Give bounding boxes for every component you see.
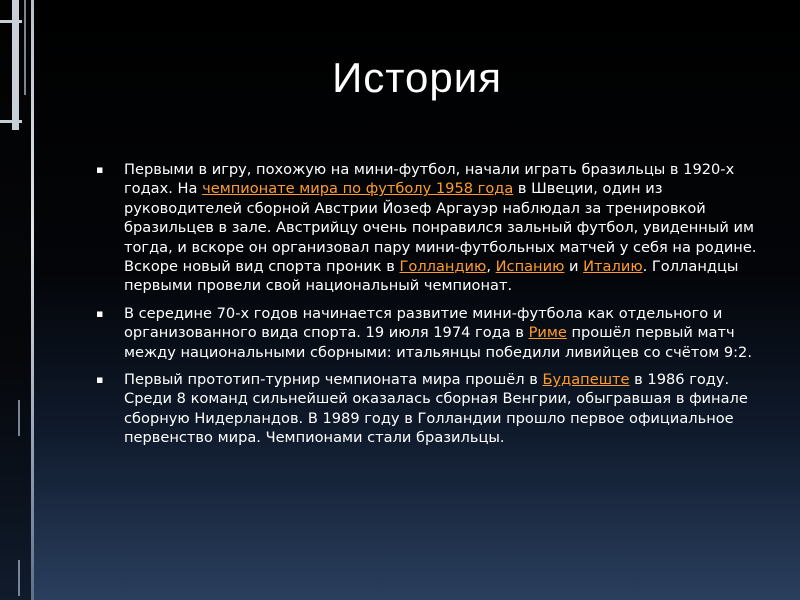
decoration-bar [12, 0, 19, 130]
left-decoration [0, 0, 34, 600]
paragraph-text: в Швеции, один из руководителей сборной Австрии Йозеф Аргауэр наблюдал за тренировкой бразильцев в зале. Австрийцу очень понравился зальный футбол, увиденный им тогда, и вскоре он организовал пару мини-футбольных матчей у себя на родине. Вскоре новый вид спорта проник в [124, 180, 757, 276]
bullet-icon: ▪ [96, 373, 104, 387]
decoration-bar [0, 120, 22, 123]
paragraph-text: В середине 70-х годов начинается развитие мини-футбола как отдельного и организованного вида спорта. 19 июля 1974 года в [124, 304, 723, 342]
bullet-icon: ▪ [96, 163, 104, 176]
slide-body [96, 160, 762, 456]
list-item [96, 370, 762, 448]
paragraph-text: Первый прототип-турнир чемпионата мира прошёл в [124, 371, 543, 389]
paragraph-text: Первыми в игру, похожую на мини-футбол, начали играть бразильцы в 1920-х годах. На [124, 161, 735, 198]
link-budapest[interactable]: Будапеште [542, 371, 630, 389]
paragraph-text: в 1986 году. Среди 8 команд сильнейшей оказалась сборная Венгрии, обыгравшая в финале сборную Нидерландов. В 1989 году в Голландии прошло первое официальное первенство мира. Чемпионами стали бразильцы. [124, 371, 748, 447]
paragraph-text: , [486, 258, 496, 276]
paragraph-text: прошёл первый матч между национальными сборными: итальянцы победили ливийцев со счётом 9:2. [124, 324, 752, 361]
paragraph-text: . Голландцы первыми провели свой национальный чемпионат. [124, 258, 739, 295]
link-rome[interactable]: Риме [528, 324, 567, 342]
decoration-bar [24, 0, 26, 95]
decoration-bar [18, 560, 20, 596]
slide-title: История [332, 54, 502, 101]
link-spain[interactable]: Испанию [495, 258, 565, 276]
list-item [96, 304, 762, 362]
bullet-icon: ▪ [96, 306, 104, 320]
list-item [96, 160, 762, 296]
link-holland[interactable]: Голландию [399, 258, 487, 276]
link-world-cup-1958[interactable]: чемпионате мира по футболу 1958 года [202, 180, 514, 198]
link-italy[interactable]: Италию [583, 258, 643, 276]
paragraph-text: и [564, 258, 584, 276]
decoration-bar [18, 400, 20, 436]
